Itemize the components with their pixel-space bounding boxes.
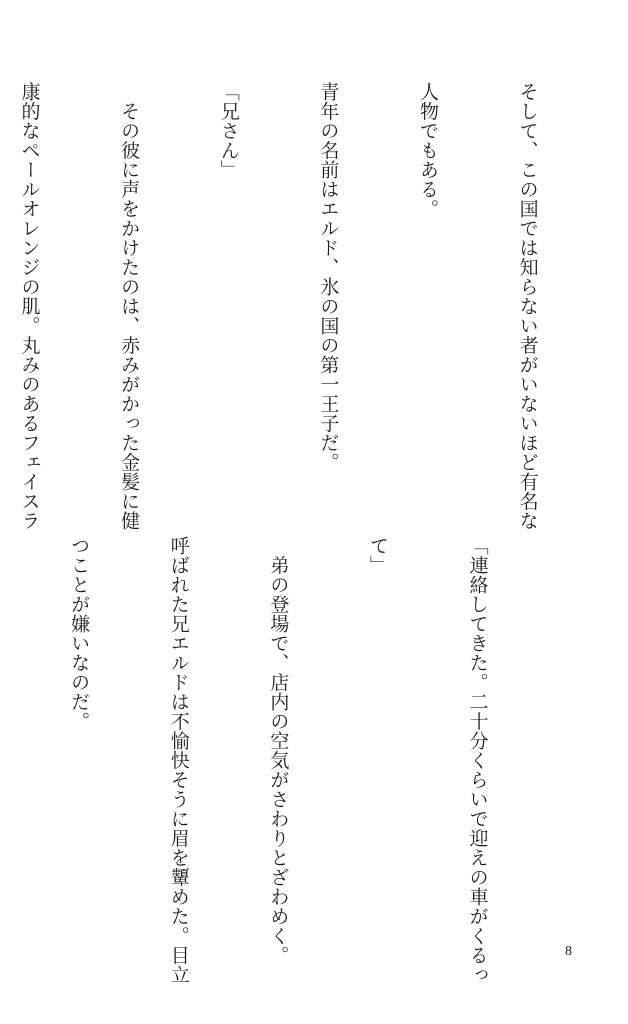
text-line: 人物でもある。 (416, 82, 439, 219)
text-line: 「兄さん」 (217, 82, 240, 180)
text-line: 弟の登場で、店内の空気がさわりとざわめく。 (267, 536, 290, 965)
page-number: 8 (565, 944, 572, 959)
text-line: て」 (366, 536, 389, 575)
text-line: その彼に声をかけたのは、赤みがかった金髪に健 (118, 82, 141, 531)
text-line: 康的なペールオレンジの肌。丸みのあるフェイスラ (18, 82, 41, 531)
text-line: 「連絡してきた。二十分くらいで迎えの車がくるっ (466, 536, 489, 985)
text-line: つことが嫌いなのだ。 (68, 536, 91, 731)
text-line: 青年の名前はエルド、氷の国の第一王子だ。 (317, 82, 340, 472)
text-line: そして、この国では知らない者がいないほど有名な (516, 82, 539, 531)
text-block-top (0, 82, 610, 531)
text-block-bottom (0, 536, 560, 985)
text-line: 呼ばれた兄エルドは不愉快そうに眉を顰めた。目立 (167, 536, 190, 985)
